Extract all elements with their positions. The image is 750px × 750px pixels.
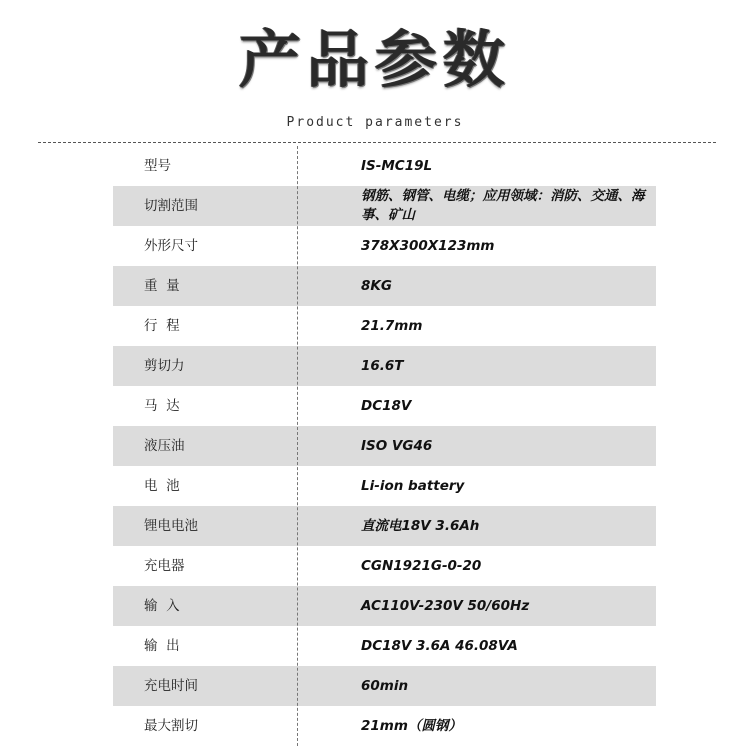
param-value: DC18V 3.6A 46.08VA — [361, 637, 518, 654]
param-label: 型号 — [144, 158, 171, 174]
table-row — [113, 666, 656, 706]
param-label: 锂电电池 — [144, 518, 198, 534]
table-row — [113, 346, 656, 386]
param-value: 60min — [361, 677, 409, 694]
param-value: ISO VG46 — [361, 437, 433, 454]
table-row — [113, 466, 656, 506]
table-row — [113, 226, 656, 266]
param-value: 21.7mm — [361, 317, 423, 334]
table-row — [113, 306, 656, 346]
param-value: IS-MC19L — [361, 157, 433, 174]
column-divider — [297, 146, 298, 746]
param-label: 切割范围 — [144, 198, 198, 214]
param-value: 16.6T — [361, 357, 404, 374]
table-row — [113, 386, 656, 426]
param-value: CGN1921G-0-20 — [361, 557, 482, 574]
param-label: 马 达 — [144, 398, 180, 414]
param-label: 输 入 — [144, 598, 180, 614]
param-label: 剪切力 — [144, 358, 185, 374]
table-row — [113, 266, 656, 306]
param-value: 378X300X123mm — [361, 237, 495, 254]
table-row — [113, 626, 656, 666]
table-row — [113, 186, 656, 226]
page-title: 产品参数 — [238, 23, 511, 96]
param-label: 输 出 — [144, 638, 180, 654]
table-row — [113, 506, 656, 546]
param-label: 充电器 — [144, 558, 185, 574]
param-value: Li-ion battery — [361, 477, 465, 494]
param-label: 重 量 — [144, 278, 180, 294]
param-label: 充电时间 — [144, 678, 198, 694]
header-divider — [38, 142, 716, 143]
param-label: 外形尺寸 — [144, 238, 198, 254]
param-value: 直流电18V 3.6Ah — [361, 517, 480, 534]
table-row — [113, 586, 656, 626]
param-label: 液压油 — [144, 438, 185, 454]
table-row — [113, 146, 656, 186]
param-value: DC18V — [361, 397, 412, 414]
param-value: 8KG — [361, 277, 392, 294]
table-row — [113, 546, 656, 586]
param-label: 最大割切 — [144, 718, 198, 734]
param-value: 21mm（圆钢） — [361, 717, 462, 734]
page-subtitle: Product parameters — [286, 115, 464, 130]
param-value: 钢筋、钢管、电缆；应用领域：消防、交通、海事、矿山 — [361, 188, 645, 223]
param-label: 行 程 — [144, 318, 180, 334]
parameters-table — [113, 146, 656, 746]
param-label: 电 池 — [144, 478, 180, 494]
table-row — [113, 706, 656, 746]
param-value: AC110V-230V 50/60Hz — [361, 597, 530, 614]
table-row — [113, 426, 656, 466]
